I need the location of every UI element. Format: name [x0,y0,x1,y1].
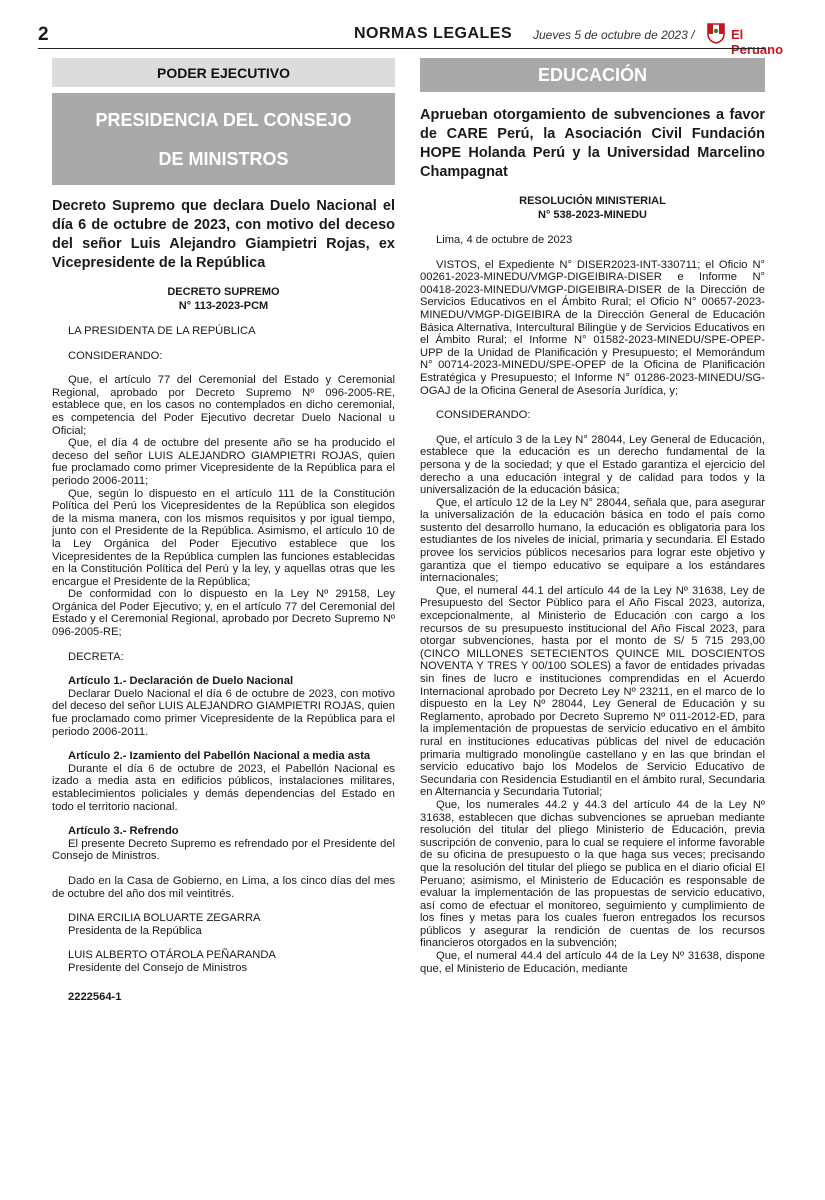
paragraph: Que, los numerales 44.2 y 44.3 del artículo 44 de la Ley Nº 31638, establecen que dichas subvenciones se aprueban mediante resolución del titular del pliego Ministerio de Educación, previa suscripción de convenio, para lo cual se requiere el informe favorable de su oficina de presupuesto o la que haga sus veces; precisando que la resolución del titular del pliego se publica en el diario oficial El Peruano; asimismo, el Ministerio de Educación es responsable de evaluar la implementación de las propuestas de servicio educativo, así como de efectuar el monitoreo, seguimiento y cumplimiento de los fines y metas para los cuales fueron entregados los recursos públicos y asegurar la rendición de cuentas de los recursos financieros otorgados en la subvención; [420,798,765,950]
paragraph: Que, el artículo 3 de la Ley N° 28044, Ley General de Educación, establece que la educación es un derecho fundamental de la persona y de la sociedad; y que el Estado garantiza el ejercicio del derecho a una educación integral y de calidad para todos y la universalización de la educación básica; [420,433,765,497]
resolution-type: RESOLUCIÓN MINISTERIAL [519,195,666,207]
publication-code: 2222564-1 [68,990,122,1003]
paragraph: Que, el numeral 44.4 del artículo 44 de la Ley Nº 31638, dispone que, el Ministerio de Educación, mediante [420,950,765,975]
resolution-title: Aprueban otorgamiento de subvenciones a favor de CARE Perú, la Asociación Civil Fundación HOPE Holanda Perú y la Universidad Marcelino Champagnat [420,107,765,180]
section-header-poder-ejecutivo: PODER EJECUTIVO [52,58,395,87]
considerando-heading: CONSIDERANDO: [436,409,531,422]
decreta-heading: DECRETA: [68,650,124,663]
article-3-title: Artículo 3.- Refrendo [68,825,179,838]
publication-name: NORMAS LEGALES [354,25,513,42]
vistos-paragraph: VISTOS, el Expediente N° DISER2023-INT-330711; el Oficio N° 00261-2023-MINEDU/VMGP-DIGEIBIRA-DISER e Informe N° 00418-2023-MINEDU/VMGP-DIGEIBIRA-DISER de la Dirección de Servicios Educativos en el Ámbito Rural; el Oficio N° 00657-2023-MINEDU/VMGP-DIGEIBIRA de la Dirección General de Educación Básica Alternativa, Intercultural Bilingüe y de Servicios Educativos en el Ámbito Rural; el Informe N° 01582-2023-MINEDU/SPE-OPEP-UPP de la Unidad de Planificación y Presupuesto; el Memorándum N° 00714-2023-MINEDU/SPE-OPEP de la Oficina de Planificación Estratégica y Presupuesto; el Informe N° 01286-2023-MINEDU/SG-OGAJ de la Oficina General de Asesoría Jurídica, y; [420,258,765,397]
paragraph: Que, el artículo 12 de la Ley N° 28044, señala que, para asegurar la universalización de la educación básica en todo el país como sustento del desarrollo humano, la educación es obligatoria para los estudiantes de los niveles de inicial, primaria y secundaria. El Estado provee los servicios públicos necesarios para lograr este objetivo y garantiza que el tiempo educativo se equipare a los estándares internacionales; [420,496,765,585]
page-number: 2 [38,24,49,45]
paragraph: De conformidad con lo dispuesto en la Ley Nº 29158, Ley Orgánica del Poder Ejecutivo; y, en el artículo 77 del Ceremonial del Estado y el Ceremonial Regional, aprobado por Decreto Supremo Nº 096-2005-RE; [52,588,395,639]
paragraph: Que, según lo dispuesto en el artículo 111 de la Constitución Política del Perú los Vicepresidentes de la República son elegidos de la misma manera, con los mismos requisitos y por igual tiempo, junto con el Presidente de la República. Asimismo, el artículo 10 de la Ley Orgánica del Poder Ejecutivo establece que los Vicepresidentes de la República cumplen las funciones establecidas en la Constitución Política del Perú y la ley, y aquellas otras que les encargue el Presidente de la República; [52,487,395,588]
publication-date: Jueves 5 de octubre de 2023 / [533,28,695,42]
header-rule [38,48,765,49]
article-3-text: El presente Decreto Supremo es refrendado por el Presidente del Consejo de Ministros. [52,837,395,863]
paragraph: Que, el artículo 77 del Ceremonial del Estado y Ceremonial Regional, aprobado por Decreto Supremo Nº 096-2005-RE, establece que, en los casos no contemplados en dicho ceremonial, es competencia del Poder Ejecutivo decretar Duelo Nacional u Oficial; [52,374,395,437]
paragraph: Que, el día 4 de octubre del presente año se ha producido el deceso del señor LUIS ALEJANDRO GIAMPIETRI ROJAS, quien fue proclamado como primer Vicepresidente de la República para el periodo 2006-2011; [52,437,395,487]
signatory-2-role: Presidente del Consejo de Ministros [68,961,248,974]
entity-banner [52,93,395,185]
signatory-2-name: LUIS ALBERTO OTÁROLA PEÑARANDA [68,949,276,962]
newspaper-name: El Peruano [731,27,784,57]
decree-type: DECRETO SUPREMO [167,286,280,298]
article-1-text: Declarar Duelo Nacional el día 6 de octubre de 2023, con motivo del deceso del señor LUIS ALEJANDRO GIAMPIETRI ROJAS, quien fue proclamado como primer Vicepresidente de la República para el periodo 2006-2011. [52,687,395,738]
decree-title: Decreto Supremo que declara Duelo Nacional el día 6 de octubre de 2023, con motivo del deceso del señor Luis Alejandro Giampietri Rojas, ex Vicepresidente de la República [52,198,395,271]
entity-name-line1: PRESIDENCIA DEL CONSEJO [95,110,352,130]
decree-authority: LA PRESIDENTA DE LA REPÚBLICA [68,325,256,337]
signatory-1-name: DINA ERCILIA BOLUARTE ZEGARRA [68,912,261,925]
page-header [38,22,784,57]
decree-number: N° 113-2023-PCM [178,300,269,312]
paragraph: Que, el numeral 44.1 del artículo 44 de la Ley Nº 31638, Ley de Presupuesto del Sector Público para el Año Fiscal 2023, autoriza, excepcionalmente, al Ministerio de Educación con cargo a los recursos de su presupuesto institucional del Año Fiscal 2023, para otorgar subvenciones, hasta por el monto de S/ 5 715 293,00 (CINCO MILLONES SETECIENTOS QUINCE MIL DOSCIENTOS NOVENTA Y TRES Y 00/100 SOLES) a favor de entidades privadas sin fines de lucro e instituciones comprendidas en el Acuerdo Internacional aprobado por Decreto Ley Nº 23211, en el marco de lo dispuesto en la Ley Nº 28044, Ley General de Educación y su Reglamento, aprobado por Decreto Supremo Nº 011-2012-ED, para la implementación de propuestas de servicio educativo en el ámbito rural en instituciones educativas públicas del nivel de educación primaria multigrado monolingüe castellano y en las que brindan el servicio educativo bajo los Modelos de Servicio Educativo de Secundaria con Residencia Estudiantil en el ámbito rural, Secundaria en Alternancia y Secundaria Tutorial; [420,584,765,799]
closing-paragraph: Dado en la Casa de Gobierno, en Lima, a los cinco días del mes de octubre del año dos mil veintitrés. [52,874,395,900]
signatory-1-role: Presidenta de la República [68,924,202,937]
resolution-number: N° 538-2023-MINEDU [538,209,647,221]
el-peruano-shield-icon [706,22,726,44]
right-column [420,58,765,975]
article-1-title: Artículo 1.- Declaración de Duelo Nacional [68,675,294,688]
entity-name-line2: DE MINISTROS [158,149,289,169]
article-2-title: Artículo 2.- Izamiento del Pabellón Nacional a media asta [68,750,371,763]
considerando-heading: CONSIDERANDO: [68,349,163,362]
resolution-place-date: Lima, 4 de octubre de 2023 [436,234,573,246]
entity-banner-educacion: EDUCACIÓN [420,58,765,92]
article-2-text: Durante el día 6 de octubre de 2023, el Pabellón Nacional es izado a media asta en edificios públicos, instalaciones militares, establecimientos policiales y demás dependencias del Estado en todo el territorio nacional. [52,762,395,813]
left-column [52,58,395,1003]
